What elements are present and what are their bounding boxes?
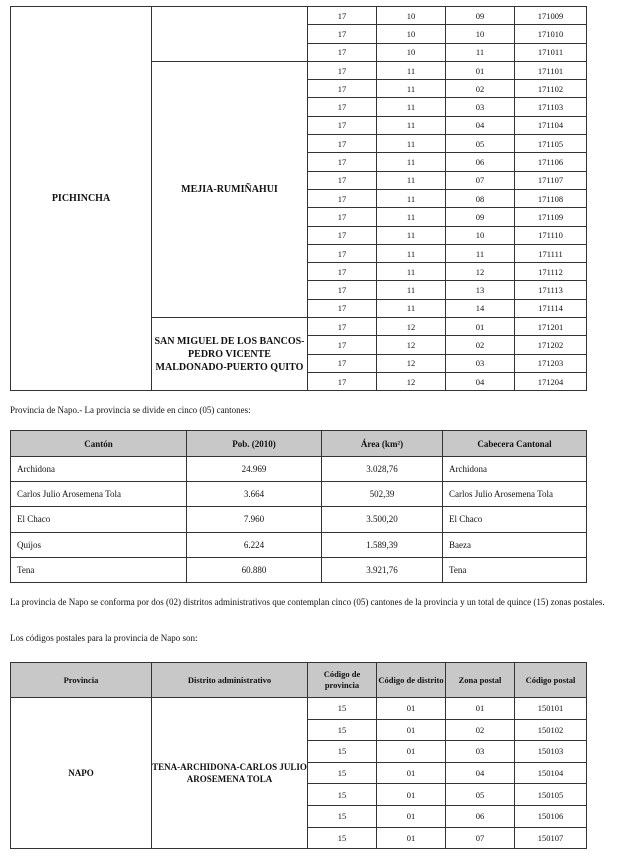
table-cell: 17: [308, 263, 377, 281]
table-cell: 17: [308, 7, 377, 25]
table-cell: 13: [446, 281, 515, 299]
table-cell: 11: [377, 208, 446, 226]
table-cell: 17: [308, 189, 377, 207]
table-cell: 171203: [515, 354, 587, 372]
table-cell: 01: [377, 719, 446, 741]
table-cell: 17: [308, 354, 377, 372]
table-cell: 171112: [515, 263, 587, 281]
table-cell: 08: [446, 189, 515, 207]
table-cell: 150103: [515, 741, 587, 763]
table-cell: 12: [377, 354, 446, 372]
table-cell: 17: [308, 299, 377, 317]
table-cell: 171010: [515, 25, 587, 43]
table-cell: 171009: [515, 7, 587, 25]
table-cell: 17: [308, 135, 377, 153]
table-cell: 171101: [515, 61, 587, 79]
table-cell: 01: [377, 784, 446, 806]
table-cell: 7.960: [187, 507, 322, 532]
table-cell: 171114: [515, 299, 587, 317]
table-cell: 01: [377, 762, 446, 784]
table-cell: Quijos: [11, 532, 187, 557]
table-cell: Archidona: [11, 457, 187, 482]
header-population: Pob. (2010): [187, 431, 322, 457]
table-cell: Carlos Julio Arosemena Tola: [443, 482, 587, 507]
table-cell: Tena: [11, 557, 187, 582]
table-cell: 01: [446, 61, 515, 79]
table-cell: 171108: [515, 189, 587, 207]
table-cell: 06: [446, 153, 515, 171]
table-cell: 11: [377, 135, 446, 153]
table-cell: 171201: [515, 318, 587, 336]
table-cell: 17: [308, 25, 377, 43]
table-cell: 15: [308, 805, 377, 827]
table-cell: 17: [308, 226, 377, 244]
table-row: [11, 557, 587, 582]
table-cell: 05: [446, 135, 515, 153]
table-cell: 10: [446, 25, 515, 43]
table-cell: 11: [377, 116, 446, 134]
napo-cantons-table: [10, 430, 587, 583]
table-cell: 3.500,20: [322, 507, 443, 532]
pichincha-postal-table: [10, 6, 587, 391]
codes-intro: Los códigos postales para la provincia de Napo son:: [10, 633, 198, 643]
table-cell: 09: [446, 7, 515, 25]
table-cell: 11: [377, 281, 446, 299]
table-cell: 01: [446, 318, 515, 336]
table-cell: 171107: [515, 171, 587, 189]
table-cell: 05: [446, 784, 515, 806]
table-cell: 150105: [515, 784, 587, 806]
napo-intro: Provincia de Napo.- La provincia se divide en cinco (05) cantones:: [10, 405, 251, 415]
table-cell: 01: [377, 827, 446, 849]
napo-paragraph: La provincia de Napo se conforma por dos (02) distritos administrativos que contemplan cinco (05) cantones de la provincia y un total de quince (15) zonas postales.: [10, 597, 605, 607]
table-cell: 04: [446, 116, 515, 134]
table-cell: 171103: [515, 98, 587, 116]
table-cell: 09: [446, 208, 515, 226]
table-cell: 11: [446, 43, 515, 61]
table-cell: 12: [377, 372, 446, 390]
table-cell: Tena: [443, 557, 587, 582]
table-cell: 03: [446, 354, 515, 372]
table-cell: 150104: [515, 762, 587, 784]
table-cell: 17: [308, 61, 377, 79]
table-cell: 11: [377, 244, 446, 262]
table-cell: 15: [308, 784, 377, 806]
table-cell: 11: [377, 226, 446, 244]
table-header: Código de distrito: [377, 663, 446, 698]
table-header: Zona postal: [446, 663, 515, 698]
table-cell: 15: [308, 827, 377, 849]
table-cell: 11: [377, 263, 446, 281]
table-cell: 3.921,76: [322, 557, 443, 582]
table-cell: 3.028,76: [322, 457, 443, 482]
table-cell: 01: [377, 698, 446, 720]
table-cell: 150106: [515, 805, 587, 827]
table-cell: 12: [377, 336, 446, 354]
table-cell: 03: [446, 98, 515, 116]
table-cell: 171102: [515, 80, 587, 98]
table-cell: 17: [308, 171, 377, 189]
province-cell: NAPO: [11, 698, 152, 849]
napo-postal-table: [10, 662, 587, 849]
table-row: [11, 507, 587, 532]
table-cell: 17: [308, 153, 377, 171]
table-cell: 07: [446, 827, 515, 849]
table-row: [11, 7, 587, 25]
table-cell: 1.589,39: [322, 532, 443, 557]
table-cell: 17: [308, 318, 377, 336]
table-cell: 11: [377, 153, 446, 171]
table-cell: 14: [446, 299, 515, 317]
table-cell: 150102: [515, 719, 587, 741]
table-cell: 17: [308, 208, 377, 226]
table-cell: 171105: [515, 135, 587, 153]
table-cell: 01: [377, 805, 446, 827]
table-cell: 15: [308, 698, 377, 720]
table-cell: 15: [308, 741, 377, 763]
table-cell: 07: [446, 171, 515, 189]
table-cell: 17: [308, 281, 377, 299]
table-cell: 17: [308, 98, 377, 116]
table-cell: 171106: [515, 153, 587, 171]
table-cell: 04: [446, 372, 515, 390]
table-cell: 01: [377, 741, 446, 763]
table-row: [11, 482, 587, 507]
table-cell: 11: [377, 61, 446, 79]
district-cell: MEJIA-RUMIÑAHUI: [152, 61, 308, 317]
table-cell: 171202: [515, 336, 587, 354]
table-header: Código postal: [515, 663, 587, 698]
table-cell: 17: [308, 43, 377, 61]
district-cell: SAN MIGUEL DE LOS BANCOS-PEDRO VICENTE MALDONADO-PUERTO QUITO: [152, 318, 308, 391]
table-cell: 04: [446, 762, 515, 784]
table-cell: 6.224: [187, 532, 322, 557]
table-cell: 15: [308, 762, 377, 784]
table-cell: 171204: [515, 372, 587, 390]
table-cell: 171110: [515, 226, 587, 244]
table-cell: 150107: [515, 827, 587, 849]
district-cell-blank: [152, 7, 308, 62]
table-cell: 171111: [515, 244, 587, 262]
table-cell: 03: [446, 741, 515, 763]
table-cell: Archidona: [443, 457, 587, 482]
header-canton: Cantón: [11, 431, 187, 457]
table-cell: 17: [308, 372, 377, 390]
province-cell: PICHINCHA: [11, 7, 152, 391]
table-cell: 171104: [515, 116, 587, 134]
table-cell: 3.664: [187, 482, 322, 507]
table-cell: 11: [377, 80, 446, 98]
table-cell: 24.969: [187, 457, 322, 482]
table-cell: 11: [446, 244, 515, 262]
table-cell: 12: [377, 318, 446, 336]
table-cell: 17: [308, 336, 377, 354]
table-cell: 10: [377, 7, 446, 25]
table-header: Código de provincia: [308, 663, 377, 698]
table-cell: 10: [446, 226, 515, 244]
table-cell: El Chaco: [443, 507, 587, 532]
table-cell: 02: [446, 719, 515, 741]
table-cell: 17: [308, 116, 377, 134]
table-cell: 11: [377, 98, 446, 116]
table-cell: 12: [446, 263, 515, 281]
table-cell: 01: [446, 698, 515, 720]
table-row: [11, 698, 587, 720]
table-header: Provincia: [11, 663, 152, 698]
table-cell: 02: [446, 336, 515, 354]
table-cell: 10: [377, 25, 446, 43]
header-cabecera: Cabecera Cantonal: [443, 431, 587, 457]
table-header: Distrito administrativo: [152, 663, 308, 698]
table-cell: Carlos Julio Arosemena Tola: [11, 482, 187, 507]
table-cell: 502,39: [322, 482, 443, 507]
table-row: [11, 532, 587, 557]
table-cell: Baeza: [443, 532, 587, 557]
table-cell: 60.880: [187, 557, 322, 582]
table-cell: 11: [377, 189, 446, 207]
table-cell: 15: [308, 719, 377, 741]
table-row: [11, 457, 587, 482]
table-cell: 17: [308, 80, 377, 98]
table-cell: 171109: [515, 208, 587, 226]
table-cell: 06: [446, 805, 515, 827]
table-cell: 171011: [515, 43, 587, 61]
table-cell: El Chaco: [11, 507, 187, 532]
table-cell: 10: [377, 43, 446, 61]
table-cell: 171113: [515, 281, 587, 299]
table-cell: 02: [446, 80, 515, 98]
table-cell: 17: [308, 244, 377, 262]
table-cell: 11: [377, 299, 446, 317]
table-cell: 150101: [515, 698, 587, 720]
table-cell: 11: [377, 171, 446, 189]
district-cell: TENA-ARCHIDONA-CARLOS JULIO AROSEMENA TOLA: [152, 698, 308, 849]
header-area: Área (km²): [322, 431, 443, 457]
